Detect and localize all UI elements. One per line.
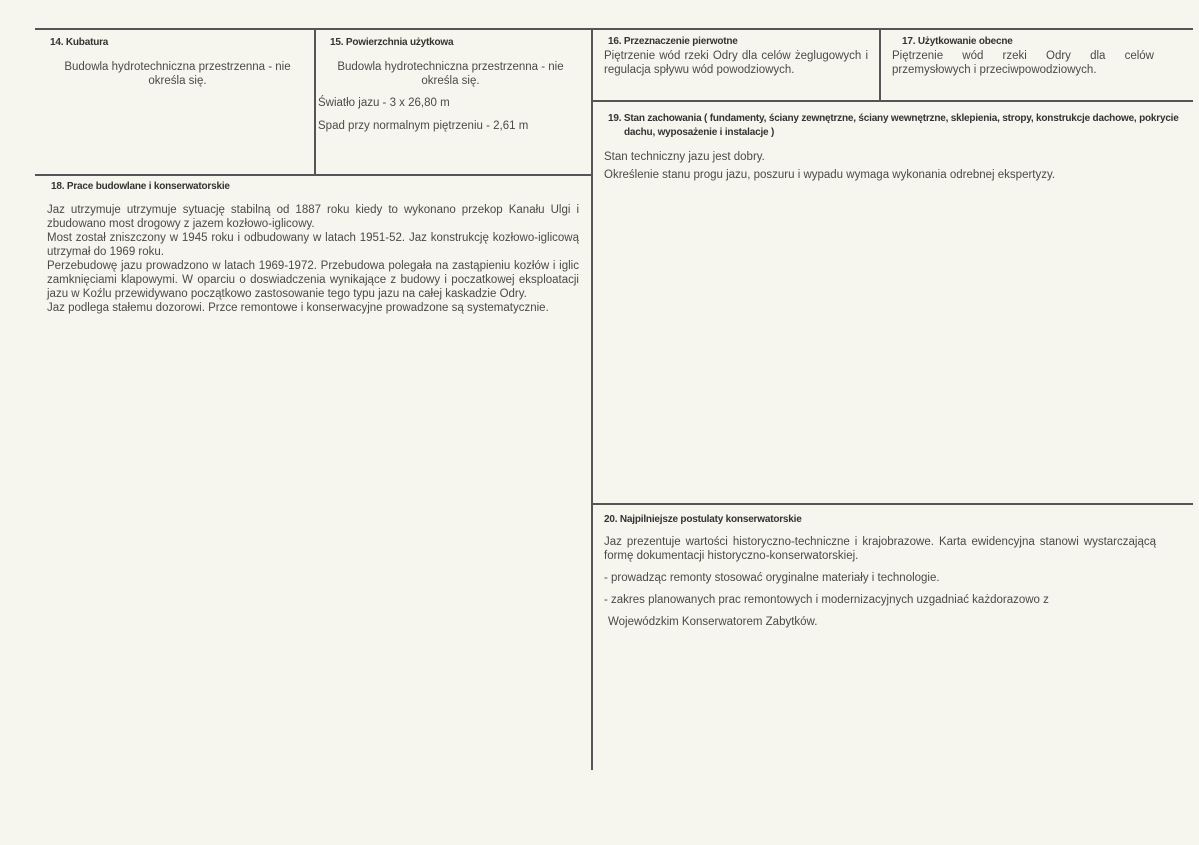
paragraph: Perzebudowę jazu prowadzono w latach 1969-1972. Przebudowa polegała na zastąpieniu kozłów i iglic zamknięciami klapowymi. W oparciu o doswiadczenia wynikające z budowy i poczatkowej eksploatacji jazu w Koźlu przewidywano początkowo zastosowanie tego typu jazu na całej kaskadzie Odry. bbox=[47, 260, 579, 300]
section-text: Budowla hydrotechniczna przestrzenna - nie określa się. bbox=[337, 61, 564, 87]
section-line: Wojewódzkim Konserwatorem Zabytków. bbox=[608, 616, 818, 628]
section-text: Piętrzenie wód rzeki Odry dla celów przemysłowych i przeciwpowodziowych. bbox=[892, 50, 1154, 76]
section-20-postulaty bbox=[604, 513, 1156, 629]
section-line: Określenie stanu progu jazu, poszuru i wypadu wymaga wykonania odrebnej ekspertyzy. bbox=[604, 169, 1056, 181]
section-line: - zakres planowanych prac remontowych i modernizacyjnych uzgadniać każdorazowo z bbox=[604, 594, 1049, 606]
paragraph: Most został zniszczony w 1945 roku i odbudowany w latach 1951-52. Jaz konstrukcję kozłowo-iglicową utrzymał do 1969 roku. bbox=[47, 232, 579, 258]
section-title: 17. Użytkowanie obecne bbox=[902, 36, 1013, 47]
section-18-prace bbox=[47, 180, 579, 315]
section-14-kubatura bbox=[50, 36, 305, 88]
divider bbox=[591, 28, 593, 770]
section-title: 18. Prace budowlane i konserwatorskie bbox=[51, 181, 230, 192]
section-19-stan bbox=[604, 112, 1184, 182]
section-title: 19. Stan zachowania ( fundamenty, ściany zewnętrzne, ściany wewnętrzne, sklepienia, stropy, konstrukcje dachowe, pokrycie dachu, wyposażenie i instalacje ) bbox=[608, 113, 1179, 138]
section-line: Światło jazu - 3 x 26,80 m bbox=[318, 97, 450, 109]
paragraph: Jaz podlega stałemu dozorowi. Przce remontowe i konserwacyjne prowadzone są systematycznie. bbox=[47, 302, 549, 314]
divider bbox=[592, 100, 1193, 102]
section-text: Piętrzenie wód rzeki Odry dla celów żeglugowych i regulacja spływu wód powodziowych. bbox=[604, 50, 868, 76]
section-text: Jaz prezentuje wartości historyczno-techniczne i krajobrazowe. Karta ewidencyjna stanowi wystarczającą formę dokumentacji historyczno-konserwatorskiej. bbox=[604, 536, 1156, 562]
section-line: Spad przy normalnym piętrzeniu - 2,61 m bbox=[318, 120, 529, 132]
divider bbox=[35, 28, 1193, 30]
divider bbox=[314, 28, 316, 174]
section-title: 15. Powierzchnia użytkowa bbox=[330, 37, 454, 48]
divider bbox=[35, 174, 593, 176]
divider bbox=[592, 503, 1193, 505]
section-text: Budowla hydrotechniczna przestrzenna - nie określa się. bbox=[64, 61, 291, 87]
section-title: 16. Przeznaczenie pierwotne bbox=[608, 36, 738, 47]
section-title: 20. Najpilniejsze postulaty konserwatorskie bbox=[604, 514, 802, 525]
section-line: Stan techniczny jazu jest dobry. bbox=[604, 151, 765, 163]
section-17-uzytkowanie bbox=[892, 35, 1154, 77]
divider bbox=[879, 28, 881, 101]
section-line: - prowadząc remonty stosować oryginalne materiały i technologie. bbox=[604, 572, 940, 584]
section-title: 14. Kubatura bbox=[50, 37, 109, 48]
paragraph: Jaz utrzymuje utrzymuje sytuację stabilną od 1887 roku kiedy to wykonano przekop Kanału Ulgi i zbudowano most drogowy z jazem kozłowo-iglicowy. bbox=[47, 204, 579, 230]
section-16-przeznaczenie bbox=[604, 35, 868, 77]
section-15-powierzchnia bbox=[318, 36, 583, 133]
